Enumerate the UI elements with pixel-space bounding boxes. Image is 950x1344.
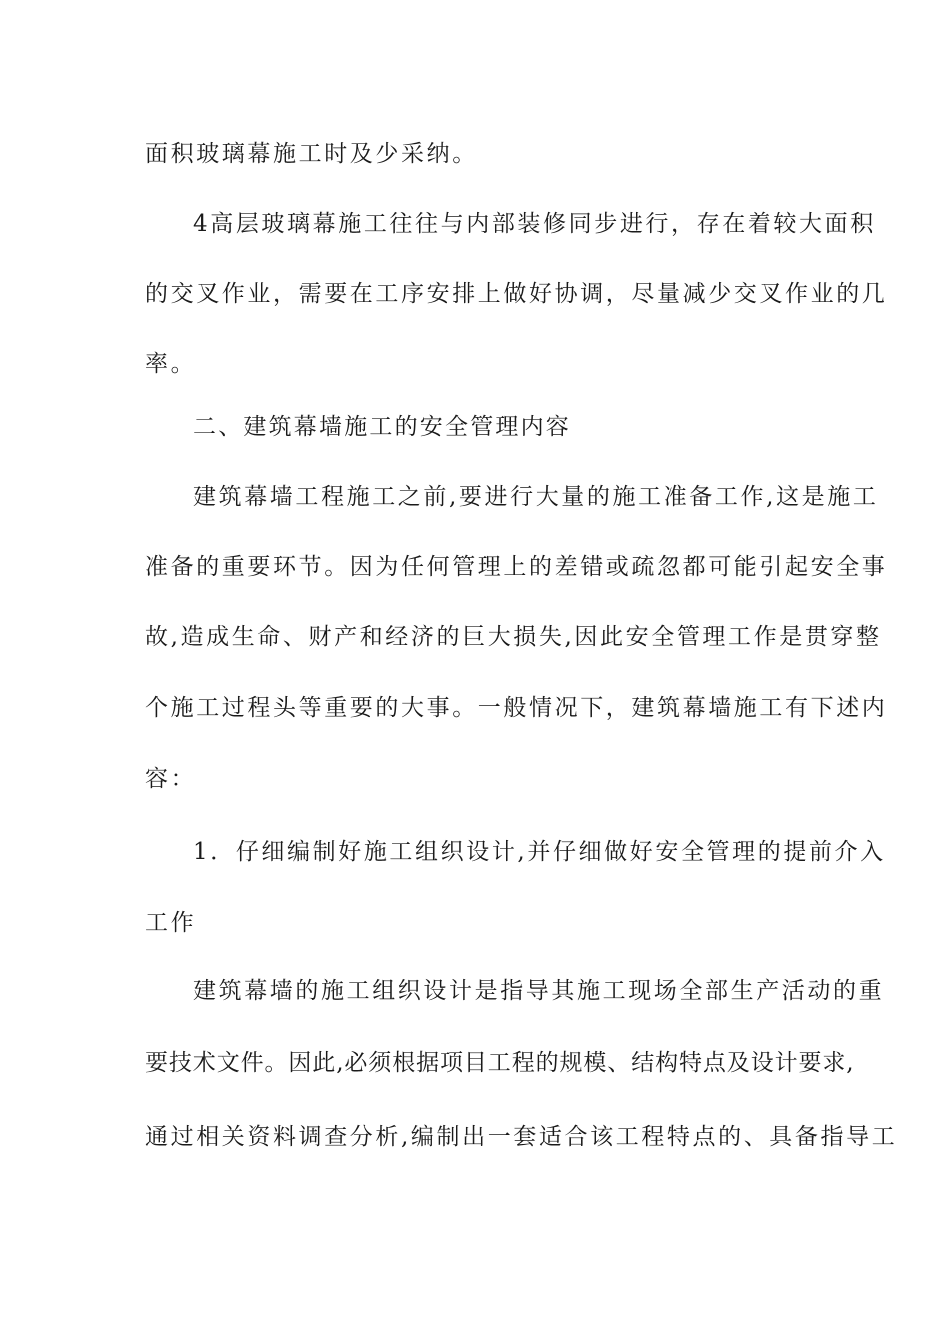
paragraph-line-12: 要技术文件。因此,必须根据项目工程的规模、结构特点及设计要求, <box>145 1050 855 1076</box>
paragraph-line-8: 个施工过程头等重要的大事。一般情况下，建筑幕墙施工有下述内 <box>145 695 888 721</box>
paragraph-line-3: 的交叉作业，需要在工序安排上做好协调，尽量减少交叉作业的几 <box>145 281 888 307</box>
paragraph-line-1: 面积玻璃幕施工时及少采纳。 <box>145 141 478 167</box>
paragraph-line-9: 容： <box>145 766 197 792</box>
numbered-item-1: 1．仔细编制好施工组织设计,并仔细做好安全管理的提前介入 <box>193 839 886 865</box>
paragraph-line-4: 率。 <box>145 351 197 377</box>
section-heading: 二、建筑幕墙施工的安全管理内容 <box>193 414 571 440</box>
paragraph-line-2: 4高层玻璃幕施工往往与内部装修同步进行，存在着较大面积 <box>193 211 876 237</box>
paragraph-line-5: 建筑幕墙工程施工之前,要进行大量的施工准备工作,这是施工 <box>193 484 879 510</box>
paragraph-line-7: 故,造成生命、财产和经济的巨大损失,因此安全管理工作是贯穿整 <box>145 624 882 650</box>
paragraph-line-13: 通过相关资料调查分析,编制出一套适合该工程特点的、具备指导工 <box>145 1124 898 1150</box>
paragraph-line-11: 建筑幕墙的施工组织设计是指导其施工现场全部生产活动的重 <box>193 978 885 1004</box>
paragraph-line-10: 工作 <box>145 910 197 936</box>
paragraph-line-6: 准备的重要环节。因为任何管理上的差错或疏忽都可能引起安全事 <box>145 554 888 580</box>
